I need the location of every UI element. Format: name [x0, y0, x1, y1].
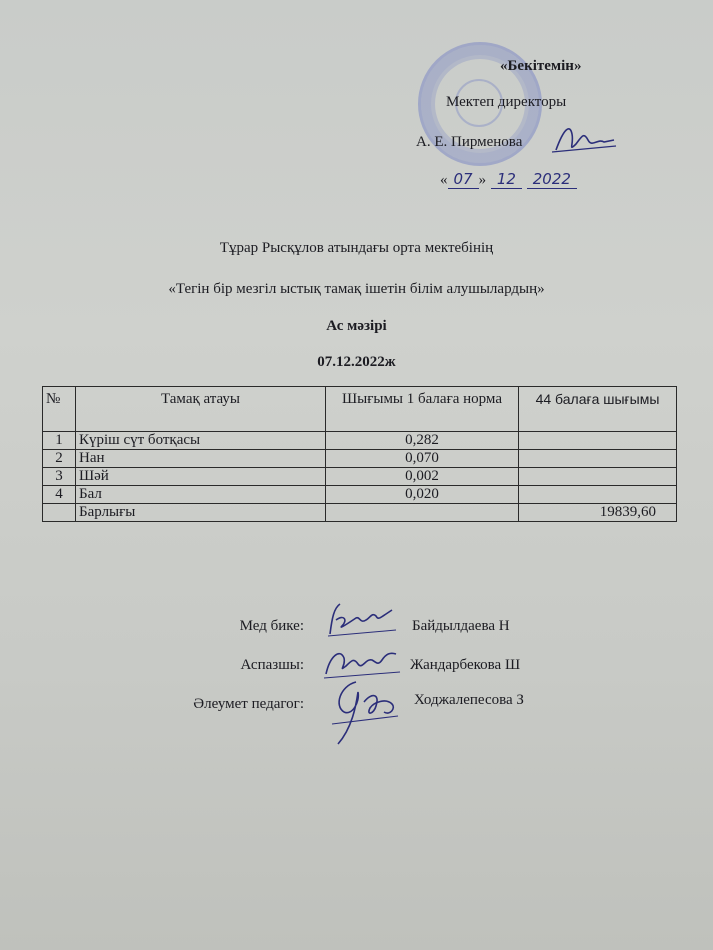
summary-norm	[326, 504, 519, 522]
row-number: 1	[43, 432, 76, 450]
nurse-name: Байдылдаева Н	[412, 618, 510, 634]
row-total	[519, 432, 677, 450]
school-name: Тұрар Рысқұлов атындағы орта мектебінің	[219, 240, 494, 256]
date-quote-close: »	[478, 172, 487, 188]
column-header-dish: Тамақ атауы	[76, 387, 326, 432]
summary-row	[43, 504, 677, 522]
subtitle: «Тегін бір мезгіл ыстық тамақ ішетін білім алушылардың»	[168, 281, 545, 297]
table-row	[43, 468, 677, 486]
row-dish: Шәй	[76, 468, 326, 486]
row-norm: 0,070	[326, 450, 519, 468]
row-number: 3	[43, 468, 76, 486]
column-header-number: №	[43, 387, 76, 432]
row-norm: 0,282	[326, 432, 519, 450]
summary-number	[43, 504, 76, 522]
table-row	[43, 450, 677, 468]
column-header-total: 44 балаға шығымы	[519, 387, 677, 432]
summary-label: Барлығы	[76, 504, 326, 522]
row-dish: Нан	[76, 450, 326, 468]
approval-date	[440, 170, 577, 189]
date-quote-open: «	[440, 172, 448, 188]
row-number: 2	[43, 450, 76, 468]
director-signature	[550, 122, 620, 158]
cook-name: Жандарбекова Ш	[410, 657, 521, 673]
nurse-role: Мед бике:	[239, 618, 304, 634]
nurse-signature	[322, 600, 406, 640]
row-total	[519, 450, 677, 468]
row-total	[519, 468, 677, 486]
approval-heading: «Бекітемін»	[500, 58, 582, 74]
table-header-row	[43, 387, 677, 432]
pedagogue-role: Әлеумет педагог:	[193, 696, 304, 712]
document-title: Ас мәзірі	[326, 318, 387, 334]
table-row	[43, 432, 677, 450]
row-norm: 0,002	[326, 468, 519, 486]
date-month: 12	[491, 170, 522, 189]
row-dish: Күріш сүт ботқасы	[76, 432, 326, 450]
pedagogue-name: Ходжалепесова З	[414, 692, 524, 708]
date-year: 2022	[527, 170, 577, 189]
summary-total: 19839,60	[519, 504, 677, 522]
pedagogue-signature	[326, 672, 406, 750]
table-row	[43, 486, 677, 504]
director-name: А. Е. Пирменова	[416, 134, 523, 150]
cook-role: Аспазшы:	[240, 657, 304, 673]
director-title: Мектеп директоры	[446, 94, 567, 110]
menu-table	[42, 386, 677, 522]
row-number: 4	[43, 486, 76, 504]
column-header-norm: Шығымы 1 балаға норма	[326, 387, 519, 432]
date-day: 07	[448, 170, 479, 189]
document-date: 07.12.2022ж	[317, 354, 396, 370]
row-total	[519, 486, 677, 504]
row-dish: Бал	[76, 486, 326, 504]
approval-block	[400, 52, 700, 202]
row-norm: 0,020	[326, 486, 519, 504]
